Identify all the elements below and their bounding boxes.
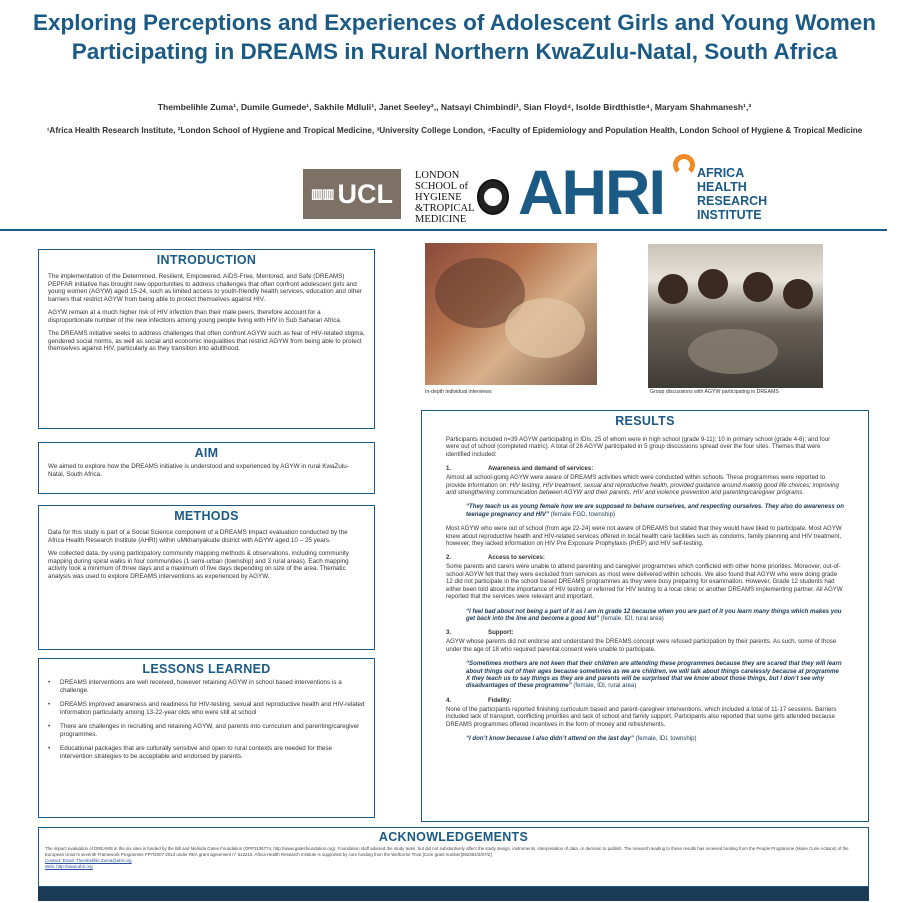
methods-heading: METHODS	[174, 509, 239, 523]
ahri-logo-word: AHRI	[518, 158, 664, 228]
results-paragraph: AGYW whose parents did not endorse and understand the DREAMS concept were refused participation by their parents. As such, some of those under the age of 18 who required parental consent were unable to participate.	[446, 638, 837, 653]
interview-photo	[425, 243, 597, 385]
header-divider	[0, 229, 887, 231]
participant-quote: “Sometimes mothers are not keen that their children are attending these programmes because they are scared that they will learn about things out of their ages because sometimes as we are children, we will talk about things carelessly because at programme X they teach us to say things as they are and parents will be surprised that we know about those things, but I don’t see why disadvantages of these programme” (female, IDI, rural area)	[466, 660, 842, 690]
ucl-logo-text: UCL	[337, 178, 394, 209]
aim-section	[38, 442, 375, 494]
lesson-item: • DREAMS improved awareness and readiness for HIV-testing, sexual and reproductive health and HIV-related information particularly among 13-22-year olds who were still at school	[48, 701, 365, 716]
results-paragraph: Most AGYW who were out of school (from age 22-24) were not aware of DREAMS but stated that they would have liked to participate. Most AGYW knew about reproductive health and HIV-related services offered in local health care facilities such as condoms, family planning and HIV treatment, however, they lacked information on HIV Pre Exposure Prophylaxis (PrEP) and HIV self-testing.	[446, 525, 842, 548]
participant-quote: “They teach us as young female how we are supposed to behave ourselves, and respecting ourselves. They also do awareness on teenage pregnancy and HIV” (female FGD, township)	[466, 503, 844, 518]
aim-heading: AIM	[194, 446, 219, 460]
affiliations: ¹Africa Health Research Institute, ²London School of Hygiene and Tropical Medicine, ³University College London, ⁴Faculty of Epidemiology and Population Health, London School of Hygiene & Tropical Medicine	[46, 126, 863, 135]
results-theme-heading: 4. Fidelity:	[446, 696, 512, 704]
results-paragraph: None of the participants reported finishing curriculum based and parent-caregiver interventions, which included a total of 11-17 sessions. Barriers included lack of transport, conflicting priorities and lack of school and family support. Participants also reported that some girls attended because DREAMS programmes offered incentives in the form of money and refreshments.	[446, 705, 837, 728]
lessons-heading: LESSONS LEARNED	[142, 662, 271, 676]
poster-title: Exploring Perceptions and Experiences of Adolescent Girls and Young Women Participating in DREAMS in Rural Northern KwaZulu-Natal, South Africa	[32, 10, 877, 64]
methods-paragraph: We collected data, by using participatory community mapping methods & observations, including community mapping during spiral walks in four communities (1 semi-urban (township) and 3 rural areas). Each mapping activity took a minimum of three days and a maximum of five days depending on size of the area. Thematic analysis was used to explore DREAMS interventions as experienced by AGYW.	[48, 550, 349, 580]
acknowledgements-text: The impact evaluation of DREAMS in the six sites is funded by the Bill and Melinda Gates Foundation (OPP1136774, http://www.gatesfoundation.org). Foundation staff advised the study team, but did not substantively affect the study design, instruments, interpretation of data, or decision to publish. The research leading to these results has received funding from the People Programme (Marie Curie Actions) of the European Union's seventh Framework Programme FP7/2007-2013 under REA grant agreement n° 612216. Africa Health Research Institute is supported by core funding from the Wellcome Trust [Core grant number[082384/Z/07/Z]	[45, 846, 849, 857]
lesson-item: • DREAMS interventions are well received, however retaining AGYW in school based interventions is a challenge.	[48, 679, 365, 694]
intro-paragraph: AGYW remain at a much higher risk of HIV infection than their male peers, therefore account for a disproportionate number of the new infections among young people living with HIV in Sub Saharan Africa.	[48, 309, 342, 324]
results-intro: Participants included n=39 AGYW participating in IDIs, 25 of whom were in high school (grade 9-11); 10 in primary school (grade 4-6); and four were out of school (completed matric). A total of 26 AGYW participated in 5 group discussions spread over the four sites. Themes that were identified included:	[446, 436, 831, 458]
photo-caption: In-depth individual interviews	[425, 389, 492, 395]
intro-paragraph: The implementation of the Determined, Resilient, Empowered, AIDS-Free, Mentored, and Safe (DREAMS) PEPFAR initiative has brought new opportunities to address challenges that often confront adolescent girls and young women (AGYW) aged 15-24, such as limited access to youth-friendly health services, education and other barriers that restrict AGYW from being able to protect themselves against HIV.	[48, 273, 362, 303]
lshtm-logo-text: LONDON SCHOOL of HYGIENE &TROPICAL MEDICINE	[415, 169, 475, 225]
results-heading: RESULTS	[615, 414, 675, 428]
author-list: Thembelihle Zuma¹, Dumile Gumede¹, Sakhile Mdluli¹, Janet Seeley²,, Natsayi Chimbindi¹, Sian Floyd⁴, Isolde Birdthistle⁴, Maryam Shahmanesh¹,³	[157, 102, 752, 112]
ucl-logo	[303, 169, 401, 219]
results-paragraph: Almost all school-going AGYW were aware of DREAMS activities which were conducted within schools. These programmes were reported to provide information on: HIV testing, HIV treatment, sexual and reproductive health, provided guidance around making good life choices; improving and strengthening communication between AGYW and their parents, HIV and violence prevention and parenting/caregiver programs.	[446, 474, 839, 497]
results-theme-heading: 3. Support:	[446, 629, 514, 637]
results-paragraph: Some parents and carers were unable to attend parenting and caregiver programmes which conflicted with other home priorities. Moreover, out-of-school AGYW felt that they were excluded from services as most were delivered within schools. We also found that AGYW who were doing grade 12 did not participate in the school based DREAMS programmes as they were busy preparing for examination. However, Grade 12 students had either been told about the importance of HIV testing or referred for HIV testing to a local clinic or another DREAMS implementing partner. All AGYW reported that the services were relevant and important.	[446, 563, 843, 601]
ahri-logo-subtitle: AFRICA HEALTH RESEARCH INSTITUTE	[697, 166, 768, 222]
introduction-heading: INTRODUCTION	[156, 253, 257, 267]
introduction-section	[38, 249, 375, 429]
methods-section	[38, 505, 375, 650]
results-theme-heading: 1. Awareness and demand of services:	[446, 465, 594, 473]
lessons-learned-section	[38, 658, 375, 818]
footer-bar	[38, 887, 869, 901]
lesson-item: • Educational packages that are culturally sensitive and open to rural contexts are needed for these intervention strategies to be acceptable and endorsed by parents.	[48, 745, 365, 760]
results-theme-heading: 2. Access to services:	[446, 554, 545, 562]
website-link[interactable]: Web: http://www.ahri.org	[45, 864, 93, 869]
ahri-sun-icon	[673, 154, 695, 176]
aim-text: We aimed to explore how the DREAMS initiative is understood and experienced by AGYW in rural KwaZulu-Natal, South Africa.	[48, 463, 349, 478]
intro-paragraph: The DREAMS initiative seeks to address challenges that often confront AGYW such as fear of HIV-related stigma, gendered social norms, as well as social and economic inequalities that restrict AGYW from being able to protect themselves against HIV, particularly as they transition into adulthood.	[48, 330, 365, 352]
lessons-list	[48, 679, 365, 760]
lshtm-seal-icon	[477, 179, 509, 215]
group-discussion-photo	[648, 244, 823, 388]
acknowledgements-heading: ACKNOWLEDGEMENTS	[378, 830, 529, 844]
lshtm-logo	[415, 169, 509, 225]
methods-paragraph: Data for this study is part of a Social Science component of a DREAMS Impact evaluation conducted by the Africa Health Research Institute (AHRI) within uMkhanyakude district with AGYW aged 10 – 25 years.	[48, 529, 348, 544]
participant-quote: “I don’t know because I also didn’t attend on the last day” (female, IDI, township)	[466, 734, 697, 742]
participant-quote: “I feel bad about not being a part of it as I am in grade 12 because when you are part of it you learn many things which makes you get back into the line and become a good kid” (female, IDI, rural area)	[466, 607, 842, 622]
acknowledgements-section	[38, 827, 869, 887]
results-section	[421, 410, 869, 822]
ahri-logo	[518, 154, 768, 226]
photo-caption: Group discussions with AGYW participating in DREAMS	[650, 389, 779, 395]
lesson-item: • There are challenges in recruiting and retaining AGYW, and parents into curriculum and parenting/caregiver programmes.	[48, 723, 365, 738]
contact-email[interactable]: Contact: Email: Thembelihle.Zuma@ahri.org	[45, 858, 132, 863]
ucl-portico-icon: ▥▥	[310, 186, 334, 201]
